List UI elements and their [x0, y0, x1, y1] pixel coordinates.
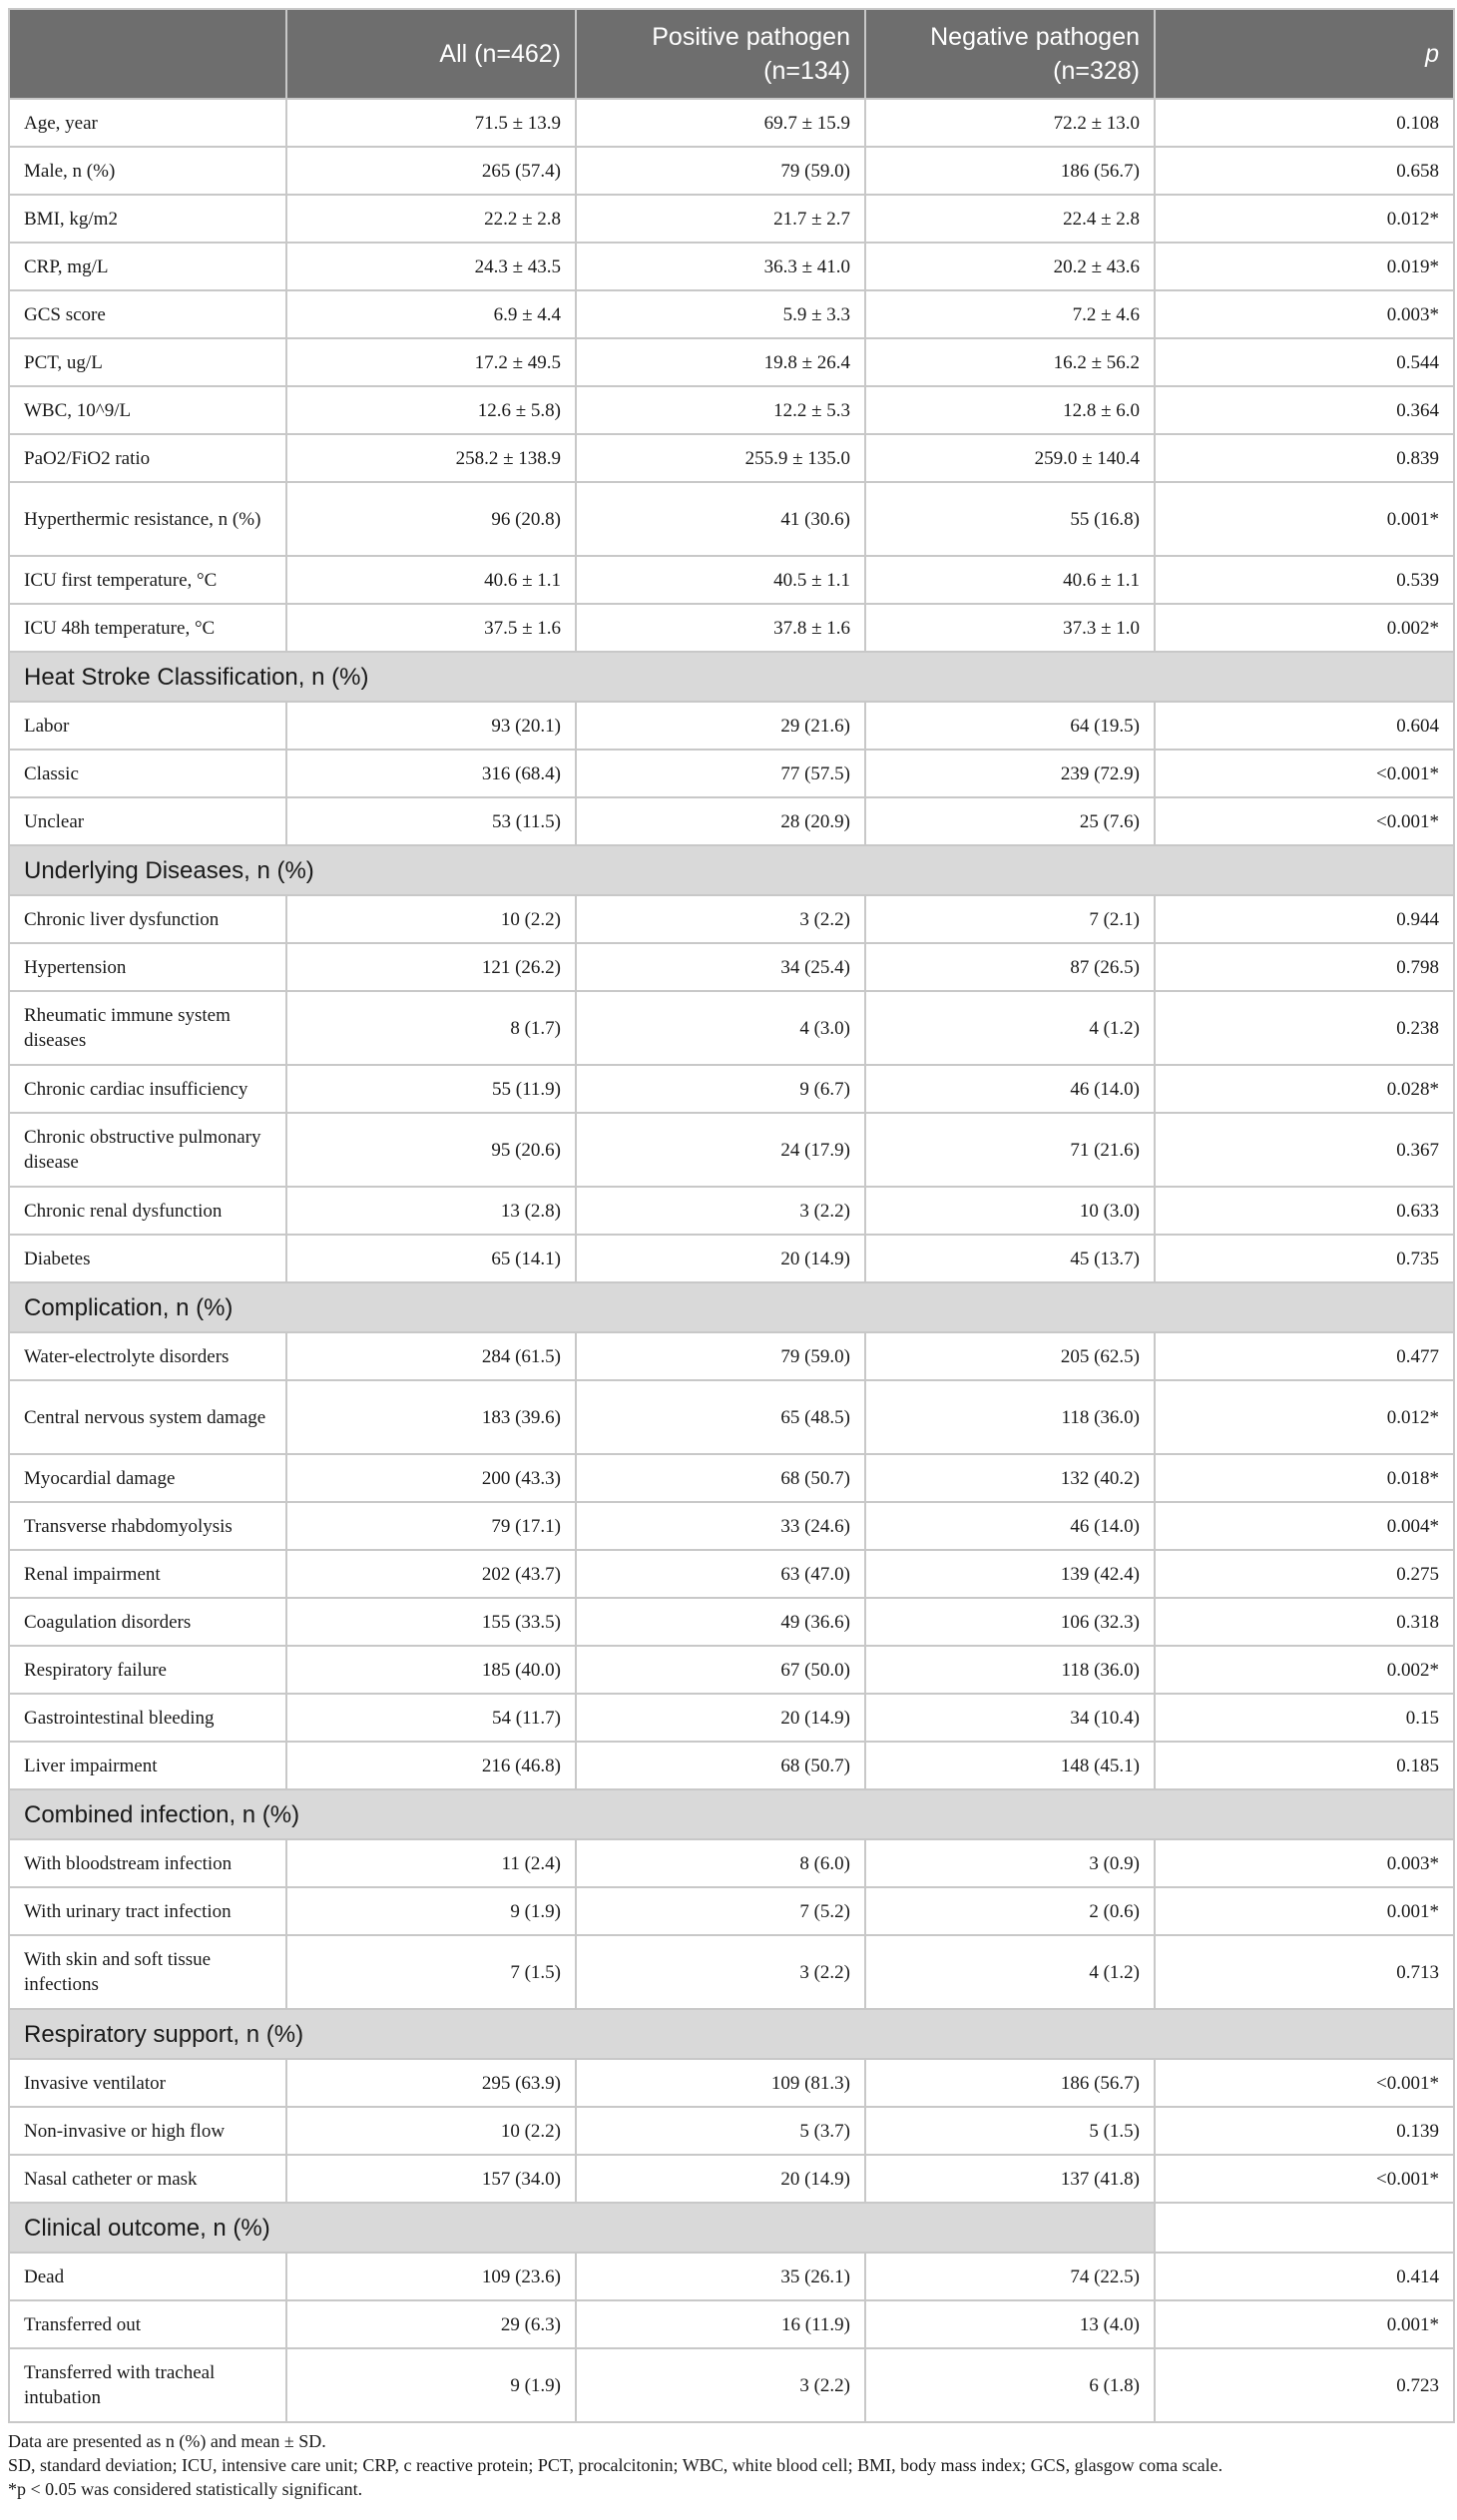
cell-negative: 106 (32.3) [865, 1598, 1155, 1646]
cell-p-value: 0.108 [1155, 99, 1454, 147]
section-header-row [9, 2203, 1454, 2253]
cell-all: 202 (43.7) [286, 1550, 576, 1598]
table-row [9, 1839, 1454, 1887]
row-label: Male, n (%) [9, 147, 286, 195]
section-blank-cell [1155, 2203, 1454, 2253]
cell-positive: 40.5 ± 1.1 [576, 556, 865, 604]
cell-positive: 20 (14.9) [576, 1235, 865, 1282]
table-row [9, 1550, 1454, 1598]
cell-negative: 74 (22.5) [865, 2253, 1155, 2300]
row-label: PaO2/FiO2 ratio [9, 434, 286, 482]
cell-all: 185 (40.0) [286, 1646, 576, 1694]
cell-all: 22.2 ± 2.8 [286, 195, 576, 243]
row-label: PCT, ug/L [9, 338, 286, 386]
cell-all: 8 (1.7) [286, 991, 576, 1065]
section-header-row [9, 2009, 1454, 2059]
cell-negative: 13 (4.0) [865, 2300, 1155, 2348]
cell-positive: 5 (3.7) [576, 2107, 865, 2155]
row-label: ICU 48h temperature, °C [9, 604, 286, 652]
row-label: WBC, 10^9/L [9, 386, 286, 434]
section-title: Clinical outcome, n (%) [9, 2203, 1155, 2253]
cell-p-value: 0.238 [1155, 991, 1454, 1065]
cell-all: 12.6 ± 5.8) [286, 386, 576, 434]
table-row [9, 1065, 1454, 1113]
table-row [9, 386, 1454, 434]
table-row [9, 702, 1454, 750]
cell-positive: 255.9 ± 135.0 [576, 434, 865, 482]
cell-p-value: 0.713 [1155, 1935, 1454, 2009]
table-row [9, 1694, 1454, 1742]
cell-positive: 35 (26.1) [576, 2253, 865, 2300]
row-label: Chronic liver dysfunction [9, 895, 286, 943]
cell-p-value: 0.018* [1155, 1454, 1454, 1502]
cell-positive: 9 (6.7) [576, 1065, 865, 1113]
cell-positive: 79 (59.0) [576, 1332, 865, 1380]
table-row [9, 99, 1454, 147]
cell-p-value: <0.001* [1155, 750, 1454, 797]
table-row [9, 2155, 1454, 2203]
cell-all: 9 (1.9) [286, 2348, 576, 2422]
cell-negative: 25 (7.6) [865, 797, 1155, 845]
cell-negative: 45 (13.7) [865, 1235, 1155, 1282]
cell-p-value: 0.002* [1155, 1646, 1454, 1694]
row-label: Transferred out [9, 2300, 286, 2348]
row-label: Coagulation disorders [9, 1598, 286, 1646]
cell-p-value: 0.944 [1155, 895, 1454, 943]
cell-positive: 36.3 ± 41.0 [576, 243, 865, 290]
table-row [9, 2059, 1454, 2107]
cell-p-value: 0.723 [1155, 2348, 1454, 2422]
cell-negative: 87 (26.5) [865, 943, 1155, 991]
cell-negative: 6 (1.8) [865, 2348, 1155, 2422]
header-p-value: p [1155, 9, 1454, 99]
section-title: Respiratory support, n (%) [9, 2009, 1454, 2059]
section-title: Combined infection, n (%) [9, 1789, 1454, 1839]
cell-p-value: 0.539 [1155, 556, 1454, 604]
cell-p-value: <0.001* [1155, 797, 1454, 845]
cell-p-value: 0.735 [1155, 1235, 1454, 1282]
cell-p-value: 0.028* [1155, 1065, 1454, 1113]
row-label: Transverse rhabdomyolysis [9, 1502, 286, 1550]
cell-all: 10 (2.2) [286, 895, 576, 943]
cell-positive: 65 (48.5) [576, 1380, 865, 1454]
table-row [9, 1113, 1454, 1187]
cell-p-value: 0.318 [1155, 1598, 1454, 1646]
cell-p-value: 0.004* [1155, 1502, 1454, 1550]
cell-all: 10 (2.2) [286, 2107, 576, 2155]
cell-negative: 12.8 ± 6.0 [865, 386, 1155, 434]
cell-negative: 46 (14.0) [865, 1065, 1155, 1113]
cell-p-value: 0.003* [1155, 290, 1454, 338]
table-row [9, 1887, 1454, 1935]
table-body [9, 99, 1454, 2422]
section-title: Complication, n (%) [9, 1282, 1454, 1332]
row-label: CRP, mg/L [9, 243, 286, 290]
cell-positive: 21.7 ± 2.7 [576, 195, 865, 243]
cell-all: 316 (68.4) [286, 750, 576, 797]
cell-negative: 186 (56.7) [865, 147, 1155, 195]
cell-positive: 24 (17.9) [576, 1113, 865, 1187]
cell-positive: 3 (2.2) [576, 895, 865, 943]
cell-negative: 5 (1.5) [865, 2107, 1155, 2155]
table-container [8, 8, 1453, 2501]
cell-all: 284 (61.5) [286, 1332, 576, 1380]
cell-all: 37.5 ± 1.6 [286, 604, 576, 652]
section-header-row [9, 1282, 1454, 1332]
cell-p-value: 0.012* [1155, 1380, 1454, 1454]
table-row [9, 2300, 1454, 2348]
table-row [9, 1235, 1454, 1282]
cell-all: 96 (20.8) [286, 482, 576, 556]
cell-positive: 3 (2.2) [576, 1187, 865, 1235]
section-header-row [9, 652, 1454, 702]
row-label: Liver impairment [9, 1742, 286, 1789]
table-row [9, 482, 1454, 556]
cell-all: 121 (26.2) [286, 943, 576, 991]
section-header-row [9, 1789, 1454, 1839]
table-row [9, 147, 1454, 195]
row-label: Central nervous system damage [9, 1380, 286, 1454]
cell-all: 55 (11.9) [286, 1065, 576, 1113]
row-label: Hyperthermic resistance, n (%) [9, 482, 286, 556]
cell-negative: 118 (36.0) [865, 1646, 1155, 1694]
cell-all: 295 (63.9) [286, 2059, 576, 2107]
cell-p-value: 0.633 [1155, 1187, 1454, 1235]
row-label: Age, year [9, 99, 286, 147]
header-variable [9, 9, 286, 99]
cell-positive: 109 (81.3) [576, 2059, 865, 2107]
cell-all: 6.9 ± 4.4 [286, 290, 576, 338]
row-label: Nasal catheter or mask [9, 2155, 286, 2203]
table-row [9, 434, 1454, 482]
row-label: Renal impairment [9, 1550, 286, 1598]
table-row [9, 2253, 1454, 2300]
row-label: Classic [9, 750, 286, 797]
cell-positive: 37.8 ± 1.6 [576, 604, 865, 652]
row-label: Diabetes [9, 1235, 286, 1282]
row-label: Chronic renal dysfunction [9, 1187, 286, 1235]
cell-negative: 46 (14.0) [865, 1502, 1155, 1550]
cell-negative: 4 (1.2) [865, 1935, 1155, 2009]
cell-p-value: 0.15 [1155, 1694, 1454, 1742]
cell-all: 183 (39.6) [286, 1380, 576, 1454]
table-row [9, 1332, 1454, 1380]
row-label: Myocardial damage [9, 1454, 286, 1502]
cell-p-value: 0.477 [1155, 1332, 1454, 1380]
cell-positive: 68 (50.7) [576, 1454, 865, 1502]
row-label: ICU first temperature, °C [9, 556, 286, 604]
cell-negative: 55 (16.8) [865, 482, 1155, 556]
cell-all: 54 (11.7) [286, 1694, 576, 1742]
table-row [9, 290, 1454, 338]
cell-p-value: 0.001* [1155, 482, 1454, 556]
cell-positive: 67 (50.0) [576, 1646, 865, 1694]
cell-negative: 64 (19.5) [865, 702, 1155, 750]
footnote-line: *p < 0.05 was considered statistically significant. [8, 2479, 363, 2499]
cell-positive: 16 (11.9) [576, 2300, 865, 2348]
cell-all: 93 (20.1) [286, 702, 576, 750]
table-row [9, 750, 1454, 797]
row-label: Rheumatic immune system diseases [9, 991, 286, 1065]
data-table [8, 8, 1455, 2423]
table-row [9, 2348, 1454, 2422]
cell-negative: 34 (10.4) [865, 1694, 1155, 1742]
cell-all: 157 (34.0) [286, 2155, 576, 2203]
cell-positive: 8 (6.0) [576, 1839, 865, 1887]
cell-p-value: 0.275 [1155, 1550, 1454, 1598]
row-label: Invasive ventilator [9, 2059, 286, 2107]
cell-positive: 28 (20.9) [576, 797, 865, 845]
section-title: Underlying Diseases, n (%) [9, 845, 1454, 895]
cell-positive: 12.2 ± 5.3 [576, 386, 865, 434]
cell-negative: 16.2 ± 56.2 [865, 338, 1155, 386]
cell-p-value: 0.002* [1155, 604, 1454, 652]
row-label: Respiratory failure [9, 1646, 286, 1694]
cell-p-value: 0.798 [1155, 943, 1454, 991]
cell-negative: 22.4 ± 2.8 [865, 195, 1155, 243]
cell-all: 265 (57.4) [286, 147, 576, 195]
cell-all: 24.3 ± 43.5 [286, 243, 576, 290]
table-row [9, 338, 1454, 386]
row-label: Labor [9, 702, 286, 750]
table-row [9, 1598, 1454, 1646]
row-label: With urinary tract infection [9, 1887, 286, 1935]
cell-negative: 205 (62.5) [865, 1332, 1155, 1380]
table-row [9, 1742, 1454, 1789]
row-label: Dead [9, 2253, 286, 2300]
row-label: Water-electrolyte disorders [9, 1332, 286, 1380]
cell-negative: 2 (0.6) [865, 1887, 1155, 1935]
row-label: BMI, kg/m2 [9, 195, 286, 243]
table-row [9, 1935, 1454, 2009]
cell-positive: 7 (5.2) [576, 1887, 865, 1935]
header-negative-pathogen: Negative pathogen (n=328) [865, 9, 1155, 99]
cell-all: 29 (6.3) [286, 2300, 576, 2348]
table-row [9, 2107, 1454, 2155]
cell-negative: 72.2 ± 13.0 [865, 99, 1155, 147]
cell-all: 71.5 ± 13.9 [286, 99, 576, 147]
cell-all: 11 (2.4) [286, 1839, 576, 1887]
row-label: With skin and soft tissue infections [9, 1935, 286, 2009]
cell-all: 258.2 ± 138.9 [286, 434, 576, 482]
row-label: Hypertension [9, 943, 286, 991]
section-title: Heat Stroke Classification, n (%) [9, 652, 1454, 702]
cell-negative: 20.2 ± 43.6 [865, 243, 1155, 290]
cell-negative: 137 (41.8) [865, 2155, 1155, 2203]
cell-negative: 71 (21.6) [865, 1113, 1155, 1187]
cell-negative: 139 (42.4) [865, 1550, 1155, 1598]
row-label: Non-invasive or high flow [9, 2107, 286, 2155]
cell-negative: 37.3 ± 1.0 [865, 604, 1155, 652]
cell-all: 13 (2.8) [286, 1187, 576, 1235]
cell-all: 7 (1.5) [286, 1935, 576, 2009]
cell-positive: 77 (57.5) [576, 750, 865, 797]
cell-p-value: 0.544 [1155, 338, 1454, 386]
cell-negative: 40.6 ± 1.1 [865, 556, 1155, 604]
row-label: GCS score [9, 290, 286, 338]
cell-negative: 239 (72.9) [865, 750, 1155, 797]
cell-p-value: 0.658 [1155, 147, 1454, 195]
table-row [9, 1646, 1454, 1694]
cell-p-value: 0.019* [1155, 243, 1454, 290]
header-positive-pathogen: Positive pathogen (n=134) [576, 9, 865, 99]
table-row [9, 943, 1454, 991]
cell-positive: 3 (2.2) [576, 2348, 865, 2422]
cell-all: 17.2 ± 49.5 [286, 338, 576, 386]
cell-p-value: 0.185 [1155, 1742, 1454, 1789]
cell-negative: 7 (2.1) [865, 895, 1155, 943]
cell-negative: 7.2 ± 4.6 [865, 290, 1155, 338]
cell-positive: 20 (14.9) [576, 2155, 865, 2203]
cell-positive: 3 (2.2) [576, 1935, 865, 2009]
cell-all: 65 (14.1) [286, 1235, 576, 1282]
cell-positive: 5.9 ± 3.3 [576, 290, 865, 338]
footnotes [8, 2429, 1453, 2501]
cell-negative: 132 (40.2) [865, 1454, 1155, 1502]
cell-p-value: 0.604 [1155, 702, 1454, 750]
cell-p-value: 0.414 [1155, 2253, 1454, 2300]
cell-positive: 63 (47.0) [576, 1550, 865, 1598]
cell-positive: 41 (30.6) [576, 482, 865, 556]
cell-positive: 20 (14.9) [576, 1694, 865, 1742]
cell-negative: 10 (3.0) [865, 1187, 1155, 1235]
table-row [9, 1502, 1454, 1550]
cell-negative: 4 (1.2) [865, 991, 1155, 1065]
cell-p-value: 0.001* [1155, 1887, 1454, 1935]
cell-positive: 4 (3.0) [576, 991, 865, 1065]
cell-all: 216 (46.8) [286, 1742, 576, 1789]
cell-positive: 69.7 ± 15.9 [576, 99, 865, 147]
table-row [9, 195, 1454, 243]
footnote-line: Data are presented as n (%) and mean ± SD. [8, 2431, 326, 2451]
table-row [9, 1380, 1454, 1454]
cell-p-value: 0.001* [1155, 2300, 1454, 2348]
row-label: Gastrointestinal bleeding [9, 1694, 286, 1742]
cell-all: 9 (1.9) [286, 1887, 576, 1935]
table-row [9, 797, 1454, 845]
cell-p-value: 0.012* [1155, 195, 1454, 243]
cell-negative: 259.0 ± 140.4 [865, 434, 1155, 482]
row-label: Chronic cardiac insufficiency [9, 1065, 286, 1113]
cell-negative: 118 (36.0) [865, 1380, 1155, 1454]
row-label: Chronic obstructive pulmonary disease [9, 1113, 286, 1187]
table-row [9, 604, 1454, 652]
cell-p-value: 0.364 [1155, 386, 1454, 434]
cell-negative: 3 (0.9) [865, 1839, 1155, 1887]
cell-p-value: 0.839 [1155, 434, 1454, 482]
cell-positive: 33 (24.6) [576, 1502, 865, 1550]
cell-positive: 49 (36.6) [576, 1598, 865, 1646]
cell-positive: 29 (21.6) [576, 702, 865, 750]
cell-all: 53 (11.5) [286, 797, 576, 845]
cell-p-value: 0.003* [1155, 1839, 1454, 1887]
row-label: Unclear [9, 797, 286, 845]
footnote-line: SD, standard deviation; ICU, intensive care unit; CRP, c reactive protein; PCT, procalcitonin; WBC, white blood cell; BMI, body mass index; GCS, glasgow coma scale. [8, 2455, 1223, 2475]
table-row [9, 1187, 1454, 1235]
table-row [9, 243, 1454, 290]
cell-all: 40.6 ± 1.1 [286, 556, 576, 604]
cell-all: 95 (20.6) [286, 1113, 576, 1187]
cell-positive: 34 (25.4) [576, 943, 865, 991]
table-row [9, 895, 1454, 943]
cell-negative: 186 (56.7) [865, 2059, 1155, 2107]
cell-all: 79 (17.1) [286, 1502, 576, 1550]
header-all: All (n=462) [286, 9, 576, 99]
table-row [9, 1454, 1454, 1502]
cell-all: 109 (23.6) [286, 2253, 576, 2300]
cell-p-value: <0.001* [1155, 2155, 1454, 2203]
row-label: With bloodstream infection [9, 1839, 286, 1887]
cell-negative: 148 (45.1) [865, 1742, 1155, 1789]
cell-all: 155 (33.5) [286, 1598, 576, 1646]
row-label: Transferred with tracheal intubation [9, 2348, 286, 2422]
section-header-row [9, 845, 1454, 895]
cell-positive: 79 (59.0) [576, 147, 865, 195]
table-row [9, 556, 1454, 604]
cell-p-value: 0.367 [1155, 1113, 1454, 1187]
cell-p-value: <0.001* [1155, 2059, 1454, 2107]
cell-all: 200 (43.3) [286, 1454, 576, 1502]
header-row [9, 9, 1454, 99]
table-row [9, 991, 1454, 1065]
cell-p-value: 0.139 [1155, 2107, 1454, 2155]
cell-positive: 68 (50.7) [576, 1742, 865, 1789]
cell-positive: 19.8 ± 26.4 [576, 338, 865, 386]
